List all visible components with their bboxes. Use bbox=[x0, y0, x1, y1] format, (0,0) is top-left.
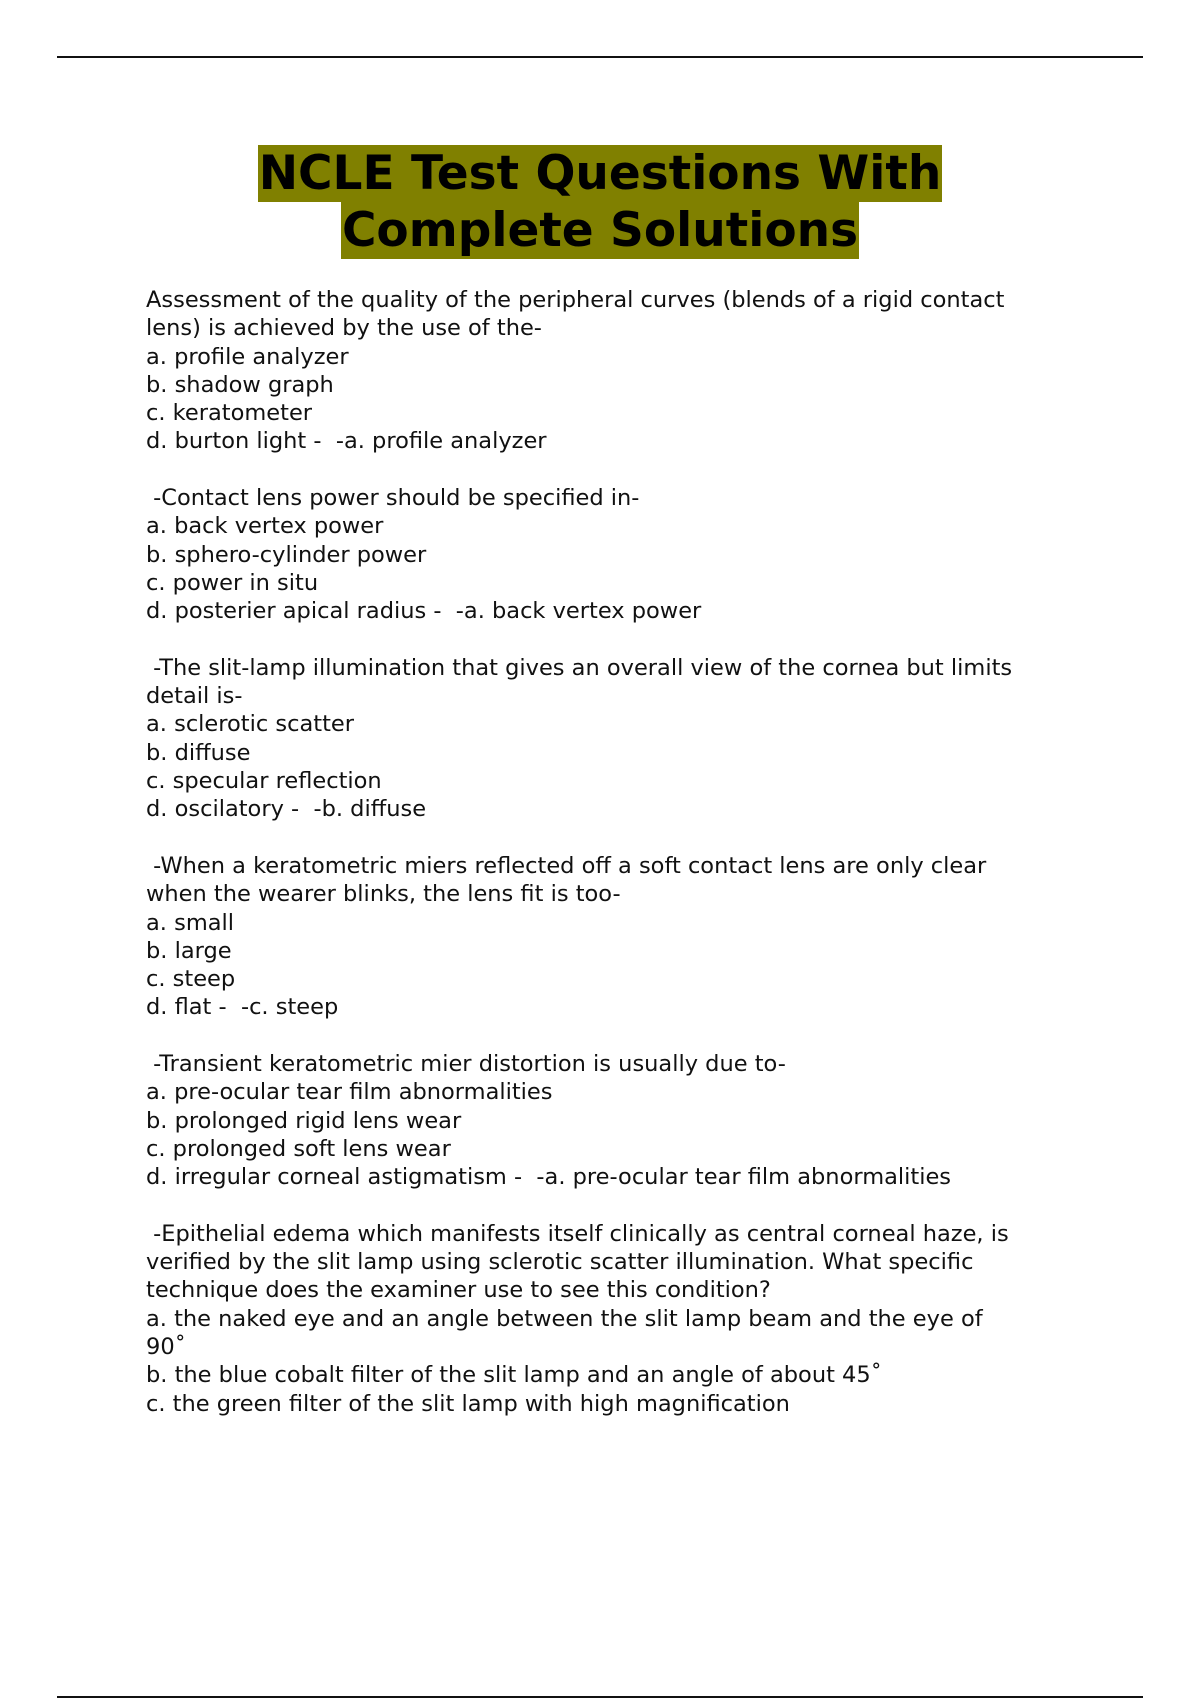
question-prompt-line: technique does the examiner use to see this condition? bbox=[146, 1277, 771, 1304]
question-prompt-line: detail is- bbox=[146, 683, 243, 710]
question-block bbox=[146, 286, 1086, 456]
questions-body bbox=[146, 286, 1086, 1446]
answer-option: c. specular reflection bbox=[146, 768, 382, 795]
question-block bbox=[146, 1050, 1086, 1191]
question-prompt-line: lens) is achieved by the use of the- bbox=[146, 315, 542, 342]
question-block bbox=[146, 654, 1086, 824]
answer-option: a. sclerotic scatter bbox=[146, 711, 355, 738]
question-prompt-line: when the wearer blinks, the lens fit is too- bbox=[146, 881, 621, 908]
question-block bbox=[146, 1220, 1086, 1418]
answer-option: b. the blue cobalt filter of the slit lamp and an angle of about 45˚ bbox=[146, 1362, 882, 1389]
answer-option: c. keratometer bbox=[146, 400, 313, 427]
answer-option-with-solution: d. irregular corneal astigmatism - -a. pre-ocular tear film abnormalities bbox=[146, 1164, 952, 1191]
answer-option: b. diffuse bbox=[146, 739, 251, 766]
answer-option-with-solution: d. oscilatory - -b. diffuse bbox=[146, 796, 427, 823]
question-block bbox=[146, 484, 1086, 625]
document-title bbox=[0, 145, 1200, 259]
answer-option: a. the naked eye and an angle between the slit lamp beam and the eye of bbox=[146, 1305, 983, 1332]
answer-option-continuation: 90˚ bbox=[146, 1333, 186, 1360]
question-prompt-line: -Transient keratometric mier distortion is usually due to- bbox=[146, 1051, 786, 1078]
title-line-1: NCLE Test Questions With bbox=[258, 146, 942, 201]
header-rule bbox=[57, 56, 1143, 58]
question-block bbox=[146, 852, 1086, 1022]
footer-rule bbox=[57, 1696, 1143, 1698]
question-prompt-line: verified by the slit lamp using sclerotic scatter illumination. What specific bbox=[146, 1249, 974, 1276]
answer-option: b. prolonged rigid lens wear bbox=[146, 1107, 462, 1134]
question-prompt-line: -The slit-lamp illumination that gives an overall view of the cornea but limits bbox=[146, 654, 1013, 681]
answer-option: a. small bbox=[146, 909, 235, 936]
answer-option: c. power in situ bbox=[146, 569, 319, 596]
answer-option-with-solution: d. flat - -c. steep bbox=[146, 994, 339, 1021]
answer-option: b. large bbox=[146, 937, 232, 964]
answer-option-with-solution: d. burton light - -a. profile analyzer bbox=[146, 428, 547, 455]
answer-option-with-solution: d. posterier apical radius - -a. back vertex power bbox=[146, 598, 702, 625]
answer-option: a. back vertex power bbox=[146, 513, 384, 540]
answer-option: c. the green filter of the slit lamp with high magnification bbox=[146, 1390, 790, 1417]
answer-option: a. profile analyzer bbox=[146, 343, 349, 370]
answer-option: c. steep bbox=[146, 966, 236, 993]
question-prompt-line: -When a keratometric miers reflected off a soft contact lens are only clear bbox=[146, 852, 987, 879]
question-prompt-line: -Epithelial edema which manifests itself clinically as central corneal haze, is bbox=[146, 1220, 1009, 1247]
title-line-2: Complete Solutions bbox=[341, 203, 859, 258]
answer-option: b. sphero-cylinder power bbox=[146, 541, 427, 568]
answer-option: b. shadow graph bbox=[146, 371, 334, 398]
answer-option: a. pre-ocular tear film abnormalities bbox=[146, 1079, 553, 1106]
answer-option: c. prolonged soft lens wear bbox=[146, 1135, 451, 1162]
question-prompt-line: -Contact lens power should be specified in- bbox=[146, 485, 640, 512]
question-prompt-line: Assessment of the quality of the peripheral curves (blends of a rigid contact bbox=[146, 287, 1005, 313]
